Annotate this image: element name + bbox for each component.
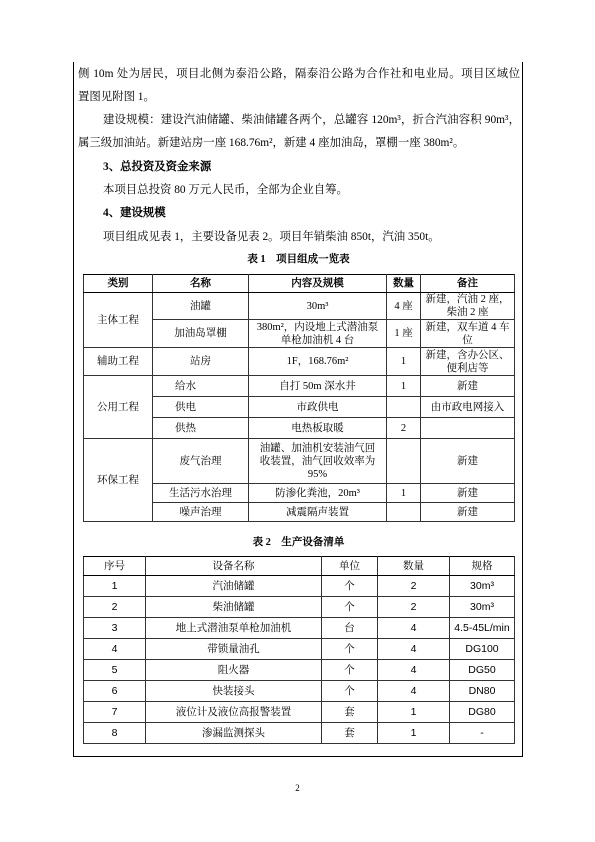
table-row [84, 439, 515, 484]
equipment-name-cell: 快装接头 [146, 681, 322, 702]
spec-cell: 4.5-45L/min [450, 618, 515, 639]
content-cell: 防渗化粪池，20m³ [249, 484, 387, 503]
quantity-cell [387, 439, 421, 484]
quantity-cell: 1 [387, 348, 421, 376]
remark-cell: 新建 [421, 503, 515, 522]
header-unit: 单位 [322, 557, 378, 576]
table-row [84, 618, 515, 639]
content-cell: 电热板取暖 [249, 418, 387, 439]
unit-cell: 台 [322, 618, 378, 639]
quantity-cell: 2 [387, 418, 421, 439]
table-row [84, 597, 515, 618]
header-equipment-name: 设备名称 [146, 557, 322, 576]
header-spec: 规格 [450, 557, 515, 576]
equipment-name-cell: 液位计及液位高报警装置 [146, 702, 322, 723]
body-text [78, 63, 520, 249]
category-cell: 主体工程 [84, 293, 153, 348]
content-cell: 30m³ [249, 293, 387, 320]
spec-cell: DN80 [450, 681, 515, 702]
category-cell: 辅助工程 [84, 348, 153, 376]
spec-cell: DG100 [450, 639, 515, 660]
name-cell: 给水 [153, 376, 249, 397]
section-heading: 4、建设规模 [103, 207, 166, 220]
no-cell: 7 [84, 702, 146, 723]
quantity-cell: 4 [378, 660, 450, 681]
section-heading: 3、总投资及资金来源 [103, 160, 212, 173]
category-cell: 环保工程 [84, 439, 153, 522]
no-cell: 5 [84, 660, 146, 681]
content-cell: 1F，168.76m² [249, 348, 387, 376]
name-cell: 噪声治理 [153, 503, 249, 522]
quantity-cell: 1 [378, 702, 450, 723]
spec-cell: - [450, 723, 515, 744]
unit-cell: 个 [322, 576, 378, 597]
page-number: 2 [295, 783, 300, 793]
table-row [84, 702, 515, 723]
table-row [84, 639, 515, 660]
name-cell: 加油岛罩棚 [153, 320, 249, 348]
content-cell: 油罐、加油机安装油气回 收装置，油气回收效率为 95% [249, 439, 387, 484]
remark-cell: 新建 [421, 484, 515, 503]
name-cell: 站房 [153, 348, 249, 376]
no-cell: 3 [84, 618, 146, 639]
header-category: 类别 [84, 275, 153, 293]
name-cell: 废气治理 [153, 439, 249, 484]
header-name: 名称 [153, 275, 249, 293]
name-cell: 供电 [153, 397, 249, 418]
name-cell: 供热 [153, 418, 249, 439]
content-cell: 380m²，内设地上式潜油泵 单枪加油机 4 台 [249, 320, 387, 348]
table-row [84, 723, 515, 744]
no-cell: 8 [84, 723, 146, 744]
quantity-cell: 1 座 [387, 320, 421, 348]
category-cell: 公用工程 [84, 376, 153, 439]
paragraph-line: 项目组成见表 1，主要设备见表 2。项目年销柴油 850t，汽油 350t。 [103, 230, 440, 243]
paragraph-line: 本项目总投资 80 万元人民币，全部为企业自筹。 [103, 183, 348, 196]
spec-cell: DG80 [450, 702, 515, 723]
no-cell: 1 [84, 576, 146, 597]
remark-cell: 新建 [421, 376, 515, 397]
equipment-name-cell: 渗漏监测探头 [146, 723, 322, 744]
remark-cell: 新建，含办公区、 便利店等 [421, 348, 515, 376]
unit-cell: 个 [322, 681, 378, 702]
project-composition-table [83, 274, 515, 522]
table-header-row [84, 275, 515, 293]
header-remark: 备注 [421, 275, 515, 293]
content-cell: 自打 50m 深水井 [249, 376, 387, 397]
unit-cell: 个 [322, 597, 378, 618]
table-row [84, 576, 515, 597]
unit-cell: 套 [322, 723, 378, 744]
equipment-name-cell: 阻火器 [146, 660, 322, 681]
spec-cell: 30m³ [450, 576, 515, 597]
paragraph-line: 置图见附图 1。 [78, 90, 155, 103]
header-quantity: 数量 [387, 275, 421, 293]
no-cell: 6 [84, 681, 146, 702]
spec-cell: DG50 [450, 660, 515, 681]
quantity-cell: 2 [378, 597, 450, 618]
header-quantity: 数量 [378, 557, 450, 576]
unit-cell: 套 [322, 702, 378, 723]
equipment-name-cell: 柴油储罐 [146, 597, 322, 618]
remark-cell [421, 418, 515, 439]
name-cell: 油罐 [153, 293, 249, 320]
paragraph-line: 属三级加油站。新建站房一座 168.76m²，新建 4 座加油岛，罩棚一座 380m²。 [78, 137, 465, 150]
quantity-cell: 4 座 [387, 293, 421, 320]
no-cell: 4 [84, 639, 146, 660]
paragraph-line: 建设规模：建设汽油储罐、柴油储罐各两个，总罐容 120m³，折合汽油容积 90m³， [103, 114, 520, 127]
table-row [84, 348, 515, 376]
quantity-cell: 1 [387, 376, 421, 397]
paragraph-line: 侧 10m 处为居民，项目北侧为泰沿公路，隔泰沿公路为合作社和电业局。项目区域位 [78, 67, 520, 80]
equipment-table [83, 556, 515, 744]
content-cell: 市政供电 [249, 397, 387, 418]
table-row [84, 376, 515, 397]
equipment-name-cell: 汽油储罐 [146, 576, 322, 597]
quantity-cell: 4 [378, 618, 450, 639]
table2-title: 表 2 生产设备清单 [252, 537, 345, 548]
remark-cell: 新建 [421, 439, 515, 484]
remark-cell: 新建，汽油 2 座， 柴油 2 座 [421, 293, 515, 320]
header-content: 内容及规模 [249, 275, 387, 293]
equipment-name-cell: 带锁量油孔 [146, 639, 322, 660]
remark-cell: 由市政电网接入 [421, 397, 515, 418]
quantity-cell: 4 [378, 639, 450, 660]
quantity-cell: 1 [378, 723, 450, 744]
spec-cell: 30m³ [450, 597, 515, 618]
table-row [84, 660, 515, 681]
table-header-row [84, 557, 515, 576]
quantity-cell [387, 503, 421, 522]
name-cell: 生活污水治理 [153, 484, 249, 503]
quantity-cell [387, 397, 421, 418]
remark-cell: 新建，双车道 4 车 位 [421, 320, 515, 348]
table-row [84, 681, 515, 702]
unit-cell: 个 [322, 639, 378, 660]
content-cell: 减震隔声装置 [249, 503, 387, 522]
table-row [84, 293, 515, 320]
header-no: 序号 [84, 557, 146, 576]
table1-title: 表 1 项目组成一览表 [247, 254, 350, 265]
unit-cell: 个 [322, 660, 378, 681]
quantity-cell: 4 [378, 681, 450, 702]
quantity-cell: 1 [387, 484, 421, 503]
quantity-cell: 2 [378, 576, 450, 597]
equipment-name-cell: 地上式潜油泵单枪加油机 [146, 618, 322, 639]
no-cell: 2 [84, 597, 146, 618]
